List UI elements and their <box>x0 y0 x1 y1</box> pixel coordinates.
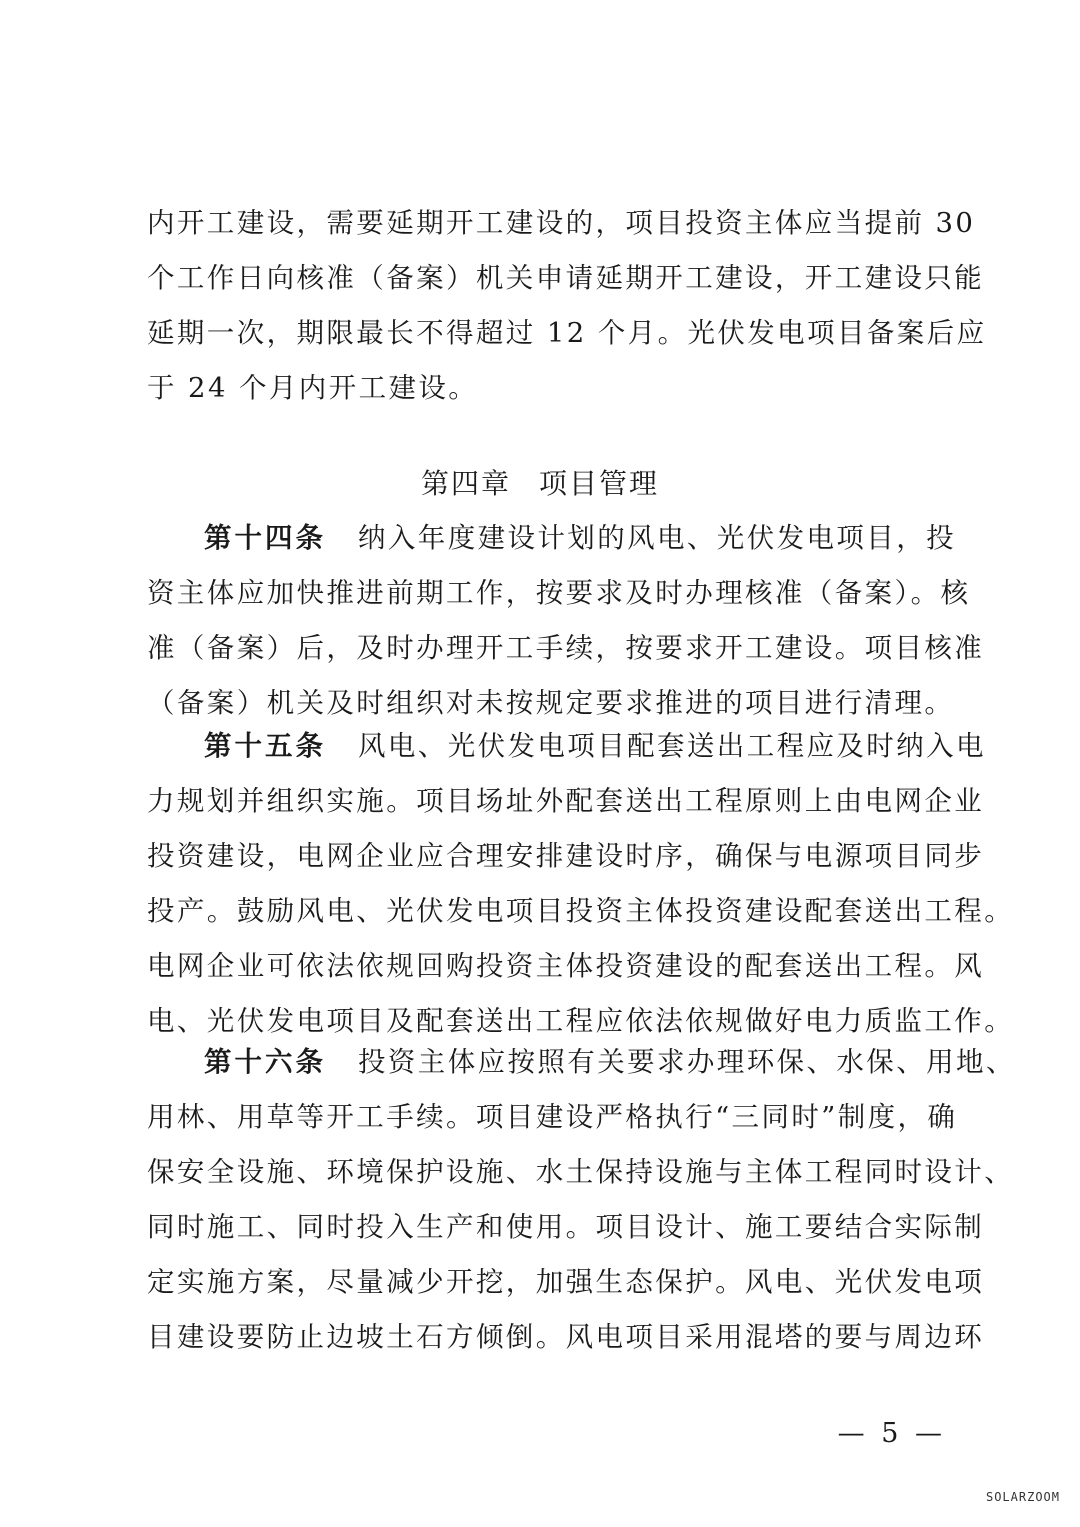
article-line: 电网企业可依法依规回购投资主体投资建设的配套送出工程。风 <box>147 950 985 982</box>
chapter-number: 第四章 <box>420 467 511 500</box>
article-number: 第十六条 <box>204 1046 326 1078</box>
chapter-title: 项目管理 <box>539 467 660 500</box>
article-line: 同时施工、同时投入生产和使用。项目设计、施工要结合实际制 <box>147 1211 985 1243</box>
article-text: 风电、光伏发电项目配套送出工程应及时纳入电 <box>358 730 986 762</box>
article-line: 力规划并组织实施。项目场址外配套送出工程原则上由电网企业 <box>147 785 985 817</box>
article-line: （备案）机关及时组织对未按规定要求推进的项目进行清理。 <box>147 687 955 719</box>
article-line: 准（备案）后，及时办理开工手续，按要求开工建设。项目核准 <box>147 632 985 664</box>
watermark-text: SOLARZOOM <box>985 1490 1060 1504</box>
article-first-line <box>147 1035 1016 1090</box>
intro-line: 内开工建设，需要延期开工建设的，项目投资主体应当提前 30 <box>147 207 976 239</box>
article-15 <box>147 719 1015 1049</box>
page-number: — 5 — <box>837 1418 946 1449</box>
intro-line: 于 24 个月内开工建设。 <box>147 372 479 404</box>
article-line: 保安全设施、环境保护设施、水土保持设施与主体工程同时设计、 <box>147 1156 1015 1188</box>
article-line: 投资建设，电网企业应合理安排建设时序，确保与电源项目同步 <box>147 840 985 872</box>
article-first-line <box>147 719 986 774</box>
article-14 <box>147 511 985 731</box>
article-line: 电、光伏发电项目及配套送出工程应依法依规做好电力质监工作。 <box>147 1005 1015 1037</box>
chapter-heading <box>0 456 1080 511</box>
article-line: 定实施方案，尽量减少开挖，加强生态保护。风电、光伏发电项 <box>147 1266 985 1298</box>
article-text: 投资主体应按照有关要求办理环保、水保、用地、 <box>358 1046 1016 1078</box>
article-line: 投产。鼓励风电、光伏发电项目投资主体投资建设配套送出工程。 <box>147 895 1015 927</box>
article-line: 资主体应加快推进前期工作，按要求及时办理核准（备案）。核 <box>147 577 971 609</box>
article-line: 目建设要防止边坡土石方倾倒。风电项目采用混塔的要与周边环 <box>147 1321 985 1353</box>
intro-line: 个工作日向核准（备案）机关申请延期开工建设，开工建设只能 <box>147 262 985 294</box>
article-line: 用林、用草等开工手续。项目建设严格执行“三同时”制度，确 <box>147 1101 958 1133</box>
article-number: 第十五条 <box>204 730 326 762</box>
article-16 <box>147 1035 1016 1365</box>
article-text: 纳入年度建设计划的风电、光伏发电项目，投 <box>358 522 956 554</box>
intro-line: 延期一次，期限最长不得超过 12 个月。光伏发电项目备案后应 <box>147 317 987 349</box>
article-first-line <box>147 511 956 566</box>
article-number: 第十四条 <box>204 522 326 554</box>
intro-paragraph <box>147 196 987 416</box>
